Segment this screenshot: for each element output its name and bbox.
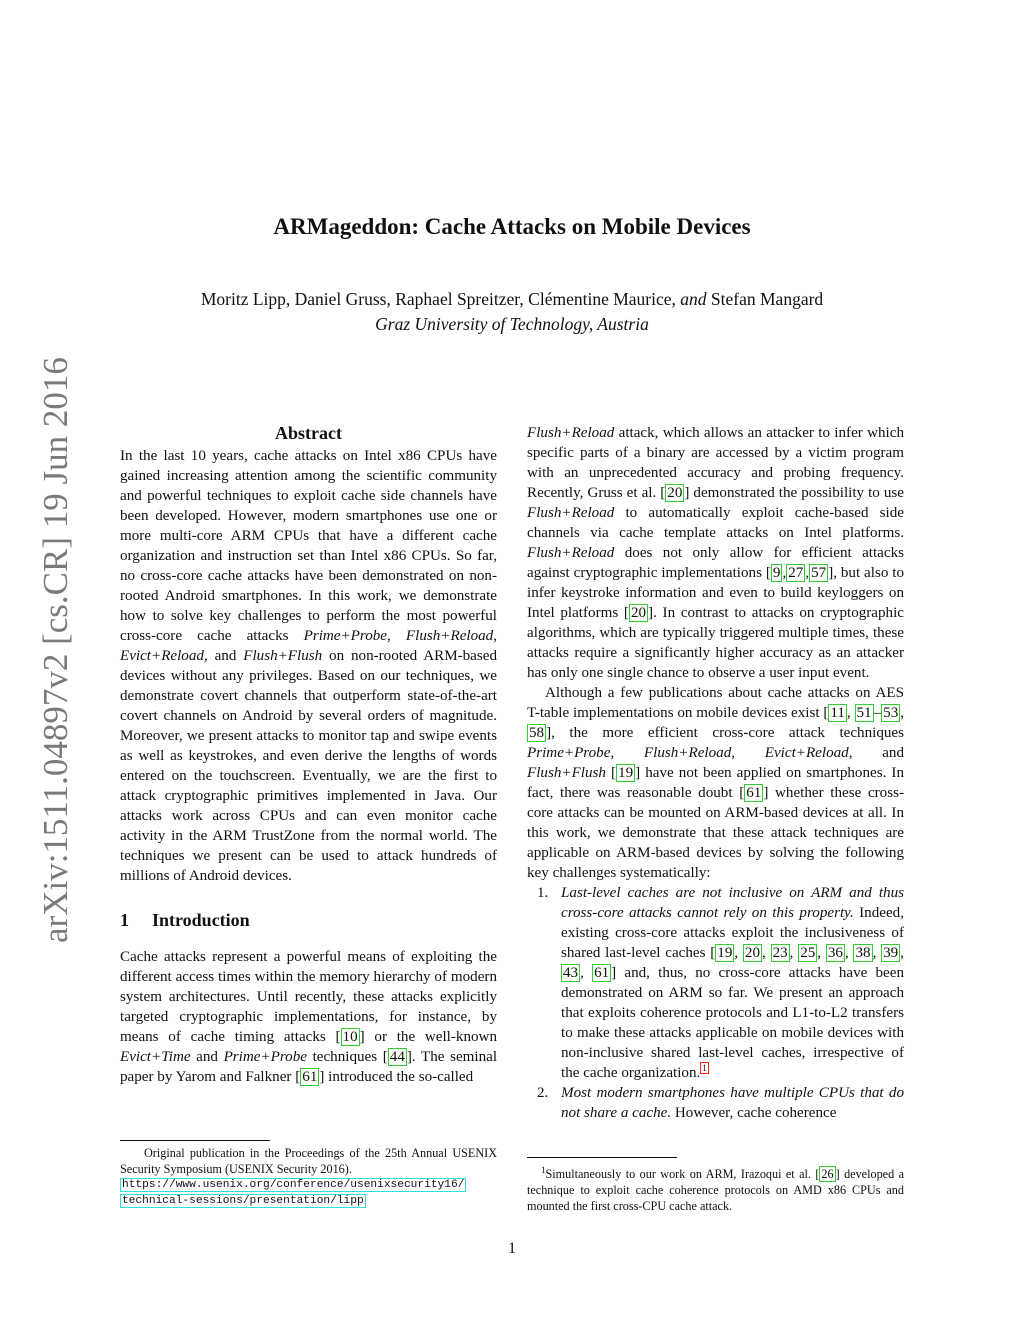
citation-link[interactable]: 36 bbox=[827, 945, 843, 961]
citation-link[interactable]: 58 bbox=[529, 725, 545, 741]
publication-url[interactable]: https://www.usenix.org/conference/usenixsecurity16/ technical-sessions/presentation/lipp bbox=[122, 1179, 465, 1207]
citation-link[interactable]: 53 bbox=[883, 705, 899, 721]
citation-link[interactable]: 27 bbox=[788, 565, 804, 581]
citation-link[interactable]: 61 bbox=[302, 1069, 318, 1085]
list-item: 1. Last-level caches are not inclusive on ARM and thus cross-core attacks cannot rely on this property. Indeed, existing cross-core attacks exploit the inclusiveness of shared last-level caches [ 19 , 20 , 23 , 25 , 36 , 38 , 39 , 43 , 61 ] and, thus, no cross-core attacks have been demonstrated on ARM so far. We present an approach that exploits coherence protocols and L1-to-L2 transfers to make these attacks applicable on mobile devices with non-inclusive shared last-level caches, irrespective of the cache organization. $^1$ bbox=[537, 885, 905, 1081]
section-heading-introduction: 1 Introduction bbox=[120, 910, 250, 930]
intro-paragraph: Cache attacks represent a powerful means of exploiting the different access times within the memory hierarchy of modern system architectures. Until recently, these attacks explicitly targeted cryptographic implementations, for instance, by means of cache timing attacks [ 10 ] or the well-known Evict+Time and Prime+Probe techniques [ 44 ]. The seminal paper by Yarom and Falkner [ 61 ] introduced the so-called bbox=[120, 949, 498, 1085]
footnote-publication bbox=[120, 1140, 497, 1209]
citation-link[interactable]: 20 bbox=[744, 945, 761, 961]
citation-link[interactable]: 61 bbox=[594, 965, 610, 981]
list-item: 2. Most modern smartphones have multiple CPUs that do not share a cache. However, cache coherence bbox=[537, 1085, 904, 1121]
citation-link[interactable]: 26 bbox=[821, 1167, 834, 1182]
page-number: 1 bbox=[508, 1240, 516, 1257]
footnote-rule bbox=[120, 1140, 270, 1141]
right-column bbox=[527, 423, 904, 1123]
citation-link[interactable]: 20 bbox=[630, 605, 647, 621]
footnote-1 bbox=[527, 1157, 904, 1214]
citation-link[interactable]: 20 bbox=[667, 485, 683, 501]
left-column bbox=[120, 423, 497, 1087]
citation-link[interactable]: 43 bbox=[563, 965, 579, 981]
citation-link[interactable]: 10 bbox=[342, 1029, 358, 1045]
footnote-rule bbox=[527, 1157, 677, 1158]
footnote-marker[interactable]: 1 bbox=[702, 1062, 707, 1073]
arxiv-stamp: arXiv:1511.04897v2 [cs.CR] 19 Jun 2016 bbox=[36, 357, 75, 943]
citation-link[interactable]: 11 bbox=[830, 705, 845, 721]
citation-link[interactable]: 19 bbox=[717, 945, 733, 961]
author-list bbox=[0, 289, 1024, 310]
citation-link[interactable]: 38 bbox=[855, 945, 871, 961]
citation-link[interactable]: 25 bbox=[800, 945, 816, 961]
affiliation: Graz University of Technology, Austria bbox=[375, 314, 649, 334]
citation-link[interactable]: 39 bbox=[883, 945, 899, 961]
paragraph: Flush+Reload attack, which allows an attacker to infer which specific parts of a binary are accessed by a victim program with an unprecedented accuracy and probing frequency. Recently, Gruss et al. [ 20 ] demonstrated the possibility to use Flush+Reload to automatically exploit cache-based side channels via cache template attacks on Intel platforms. Flush+Reload does not only allow for efficient attacks against cryptographic implementations [ 9 , 27 , 57 ], but also to infer keystroke information and even to build keyloggers on Intel platforms [ 20 ]. In contrast to attacks on cryptographic algorithms, which are typically triggered multiple times, these attacks require a significantly higher accuracy as an attacker has only one single chance to observe a user input event. bbox=[527, 425, 904, 681]
footnote-text: Original publication in the Proceedings of the 25th Annual USENIX Security Symposium (USENIX Security 2016). bbox=[120, 1146, 497, 1176]
authors-last: Stefan Mangard bbox=[710, 289, 824, 309]
authors-main: Moritz Lipp, Daniel Gruss, Raphael Spreitzer, Clémentine Maurice, bbox=[200, 289, 676, 309]
citation-link[interactable]: 51 bbox=[856, 705, 872, 721]
paragraph: Although a few publications about cache attacks on AES T-table implementations on mobile devices exist [ 11 , 51 – 53 , 58 ], the more efficient cross-core attack techniques Prime+Probe, Flush+Reload, Evict+Reload, and Flush+Flush [ 19 ] have not been applied on smartphones. In fact, there was reasonable doubt [ 61 ] whether these cross-core attacks can be mounted on ARM-based devices at all. In this work, we demonstrate that these attack techniques are applicable on ARM-based devices by solving the following key challenges systematically: bbox=[527, 685, 905, 881]
authors-and: and bbox=[680, 289, 707, 309]
citation-link[interactable]: 44 bbox=[389, 1049, 405, 1065]
citation-link[interactable]: 19 bbox=[618, 765, 634, 781]
citation-link[interactable]: 61 bbox=[746, 785, 762, 801]
citation-link[interactable]: 9 bbox=[772, 565, 781, 581]
abstract-text: In the last 10 years, cache attacks on Intel x86 CPUs have gained increasing attention among the scientific community and powerful techniques to exploit cache side channels have been developed. However, modern smartphones use one or more multi-core ARM CPUs that have a different cache organization and instruction set than Intel x86 CPUs. So far, no cross-core cache attacks have been demonstrated on non-rooted Android smartphones. In this work, we demonstrate how to solve key challenges to perform the most powerful cross-core cache attacks Prime+Probe, Flush+Reload, Evict+Reload, and Flush+Flush on non-rooted ARM-based devices without any privileges. Based on our techniques, we demonstrate covert channels that outperform state-of-the-art covert channels on Android by several orders of magnitude. Moreover, we present attacks to monitor tap and swipe events as well as keystrokes, and even derive the lengths of words entered on the touchscreen. Eventually, we are the first to attack cryptographic primitives implemented in Java. Our attacks work across CPUs and can even monitor cache activity in the ARM TrustZone from the normal world. The techniques we present can be used to attack hundreds of millions of Android devices. bbox=[120, 448, 498, 884]
challenge-list bbox=[527, 883, 904, 1123]
citation-link[interactable]: 23 bbox=[772, 945, 788, 961]
paper-title: ARMageddon: Cache Attacks on Mobile Devices bbox=[273, 214, 751, 239]
citation-link[interactable]: 57 bbox=[811, 565, 827, 581]
abstract-heading: Abstract bbox=[275, 423, 342, 443]
footnote-text: $^1$Simultaneously to our work on ARM, Irazoqui et al. [ 26 ] developed a technique to exploit cache coherence protocols on AMD x86 CPUs and mounted the first cross-CPU cache attack. bbox=[527, 1165, 904, 1214]
